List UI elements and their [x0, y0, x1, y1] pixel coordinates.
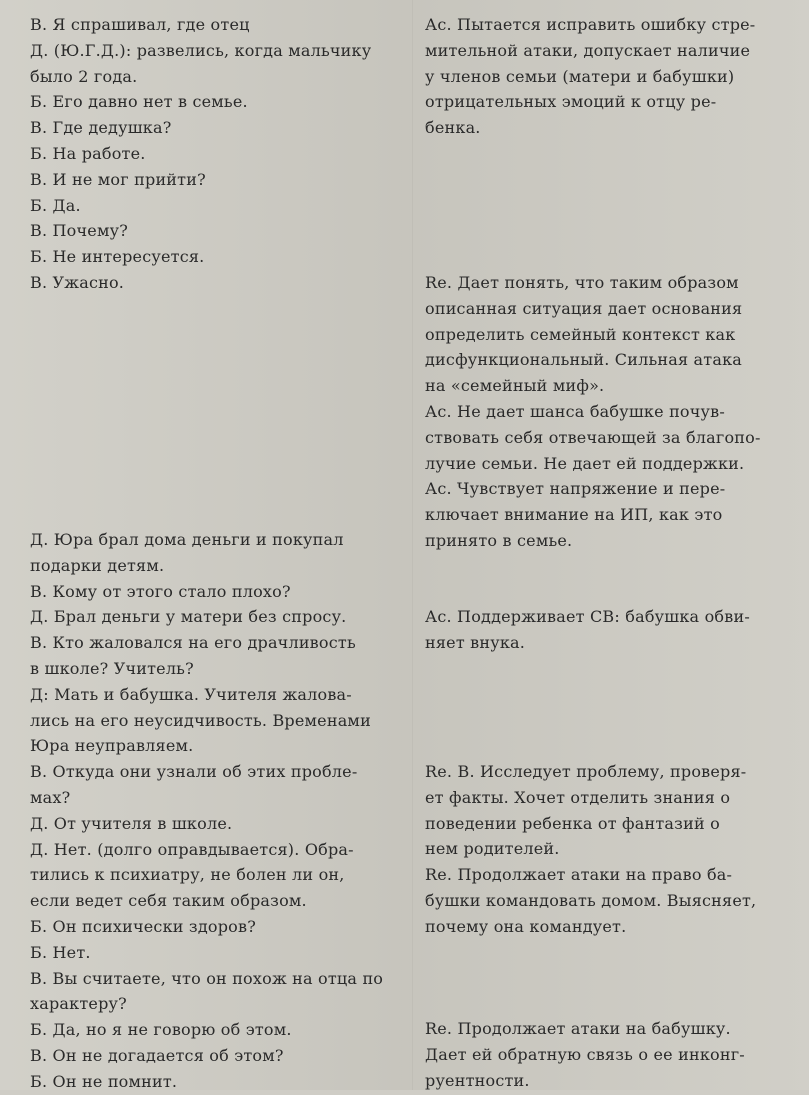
right-text-line: бенка.	[425, 118, 481, 138]
right-text-line: у членов семьи (матери и бабушки)	[425, 66, 735, 86]
left-text-line: Б. Не интересуется.	[30, 247, 205, 267]
left-text-line: Б. Он психически здоров?	[30, 916, 257, 936]
right-text-line: Re. Продолжает атаки на право ба-	[425, 865, 733, 885]
left-text-line: лись на его неусидчивость. Временами	[30, 710, 371, 730]
left-text-line: Б. На работе.	[30, 143, 146, 163]
left-text-line: Б. Он не помнит.	[30, 1071, 178, 1091]
right-text-line: лучие семьи. Не дает ей поддержки.	[425, 453, 745, 473]
right-text-line: Ас. Чувствует напряжение и пере-	[425, 479, 726, 499]
right-text-block	[425, 604, 780, 656]
left-text-line: Б. Его давно нет в семье.	[30, 92, 248, 112]
left-text-line: подарки детям.	[30, 555, 165, 575]
left-text-line: В. И не мог прийти?	[30, 169, 206, 189]
right-text-line: Ас. Пытается исправить ошибку стре-	[425, 15, 756, 34]
left-text-line: Б. Да, но я не говорю об этом.	[30, 1020, 292, 1040]
left-text-line: характеру?	[30, 994, 127, 1014]
column-divider	[412, 0, 413, 1090]
right-text-line: ключает внимание на ИП, как это	[425, 505, 723, 525]
left-text-block	[30, 12, 402, 296]
right-text-block	[425, 1016, 780, 1093]
left-text-line: Д. Брал деньги у матери без спросу.	[30, 607, 347, 627]
left-text-line: В. Кому от этого стало плохо?	[30, 581, 291, 601]
right-text-line: нем родителей.	[425, 839, 560, 859]
left-text-line: Д. Юра брал дома деньги и покупал	[30, 530, 344, 549]
left-text-line: мах?	[30, 787, 71, 807]
right-text-line: на «семейный миф».	[425, 376, 605, 396]
right-text-line: дисфункциональный. Сильная атака	[425, 350, 743, 370]
right-text-line: принято в семье.	[425, 530, 573, 550]
right-text-line: Re. Продолжает атаки на бабушку.	[425, 1019, 731, 1038]
right-text-line: Re. В. Исследует проблему, проверя-	[425, 762, 747, 781]
left-text-line: Д: Мать и бабушка. Учителя жалова-	[30, 684, 352, 704]
left-text-line: В. Я спрашивал, где отец	[30, 15, 250, 34]
left-text-line: В. Почему?	[30, 221, 128, 241]
left-text-line: Д. Нет. (долго оправдывается). Обра-	[30, 839, 354, 859]
right-text-line: отрицательных эмоций к отцу ре-	[425, 92, 717, 112]
left-text-line: Д. (Ю.Г.Д.): развелись, когда мальчику	[30, 40, 372, 60]
left-text-line: Юра неуправляем.	[30, 736, 194, 756]
left-text-line: В. Кто жаловался на его драчливость	[30, 633, 356, 653]
left-text-line: тились к психиатру, не болен ли он,	[30, 865, 345, 885]
left-text-line: было 2 года.	[30, 66, 138, 86]
right-text-line: няет внука.	[425, 632, 526, 652]
right-text-line: ет факты. Хочет отделить знания о	[425, 787, 731, 807]
left-text-line: В. Где дедушка?	[30, 118, 172, 138]
left-text-line: если ведет себя таким образом.	[30, 891, 307, 911]
left-text-line: Б. Нет.	[30, 942, 91, 962]
right-text-line: мительной атаки, допускает наличие	[425, 40, 751, 60]
left-text-line: Д. От учителя в школе.	[30, 813, 233, 833]
right-text-line: поведении ребенка от фантазий о	[425, 813, 720, 833]
right-text-line: бушки командовать домом. Выясняет,	[425, 890, 757, 910]
right-text-line: ствовать себя отвечающей за благопо-	[425, 427, 761, 447]
left-text-line: Б. Да.	[30, 195, 81, 215]
right-text-line: почему она командует.	[425, 916, 627, 936]
left-text-line: В. Откуда они узнали об этих пробле-	[30, 762, 358, 782]
right-text-line: определить семейный контекст как	[425, 324, 736, 344]
right-text-line: Ас. Поддерживает СВ: бабушка обви-	[425, 607, 750, 626]
left-text-line: В. Ужасно.	[30, 272, 125, 292]
right-text-block	[425, 12, 780, 141]
right-text-line: Re. Дает понять, что таким образом	[425, 273, 739, 292]
right-text-line: руентности.	[425, 1070, 530, 1090]
right-text-line: описанная ситуация дает основания	[425, 298, 743, 318]
right-text-line: Ас. Не дает шанса бабушке почув-	[425, 401, 725, 421]
left-text-line: В. Вы считаете, что он похож на отца по	[30, 968, 384, 988]
left-text-block	[30, 527, 402, 1095]
left-text-line: в школе? Учитель?	[30, 658, 194, 678]
right-text-line: Дает ей обратную связь о ее инконг-	[425, 1044, 745, 1064]
right-text-block	[425, 270, 780, 554]
right-text-block	[425, 759, 780, 940]
left-text-line: В. Он не догадается об этом?	[30, 1045, 284, 1065]
